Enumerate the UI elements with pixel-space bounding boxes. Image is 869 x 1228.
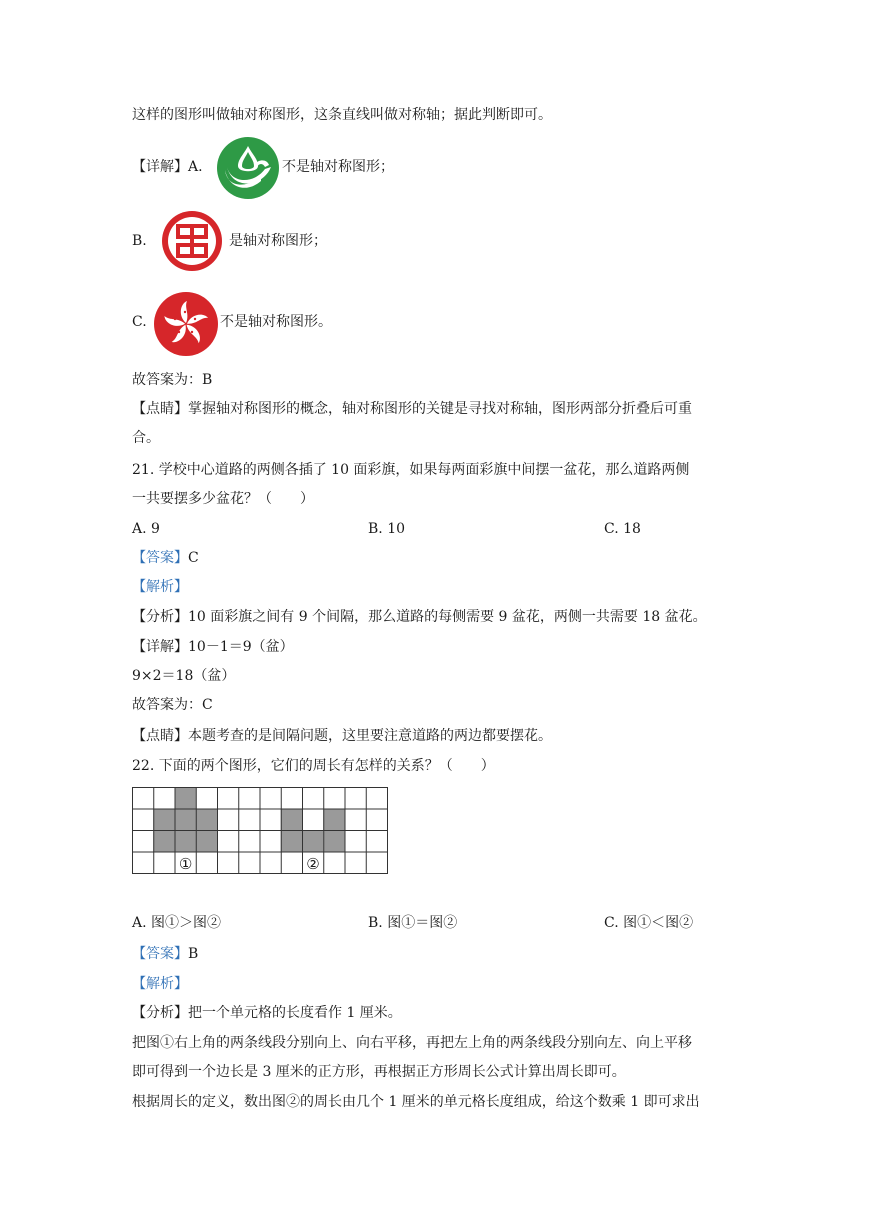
bank-emblem-logo-icon [161, 210, 223, 272]
q22-option-b: B. 图①＝图② [368, 915, 458, 931]
q21-stem-line1: 21. 学校中心道路的两侧各插了 10 面彩旗，如果每两面彩旗中间摆一盆花，那么道路两侧 [132, 462, 690, 478]
option-c-text: 不是轴对称图形。 [220, 314, 332, 330]
option-b-label: B. [132, 233, 147, 249]
q21-option-b: B. 10 [368, 521, 406, 537]
detail-a-text: 不是轴对称图形； [282, 159, 394, 175]
q22-jiexi-label: 【解析】 [132, 976, 188, 992]
q21-option-c: C. 18 [604, 521, 641, 537]
dianjing-line-cont: 合。 [132, 430, 160, 446]
q21-calc: 9×2＝18（盆） [132, 668, 236, 684]
figure-2-label: ② [306, 855, 320, 873]
q21-option-a: A. 9 [132, 521, 160, 537]
bauhinia-flower-logo-icon [154, 292, 218, 356]
q22-fenxi: 【分析】把一个单元格的长度看作 1 厘米。 [132, 1005, 402, 1021]
grid-lines [132, 787, 388, 874]
q22-para2: 即可得到一个边长是 3 厘米的正方形，再根据正方形周长公式计算出周长即可。 [132, 1064, 626, 1080]
text-line: 这样的图形叫做轴对称图形，这条直线叫做对称轴；据此判断即可。 [132, 107, 552, 123]
q21-fenxi: 【分析】10 面彩旗之间有 9 个间隔，那么道路的每侧需要 9 盆花，两侧一共需要 18 盆花。 [132, 609, 707, 625]
perimeter-grid-figure [132, 787, 390, 875]
q22-option-a: A. 图①＞图② [132, 915, 222, 931]
answer-label: 【答案】 [132, 946, 188, 962]
option-c-label: C. [132, 314, 147, 330]
answer-value: B [188, 946, 199, 962]
answer-label: 【答案】 [132, 550, 188, 566]
water-drop-logo-icon [217, 137, 279, 199]
q22-para1: 把图①右上角的两条线段分别向上、向右平移，再把左上角的两条线段分别向左、向上平移 [132, 1035, 692, 1051]
q21-jiexi-label: 【解析】 [132, 579, 188, 595]
q21-final-answer: 故答案为：C [132, 697, 213, 713]
q22-answer [132, 944, 198, 964]
option-b-text: 是轴对称图形； [229, 233, 327, 249]
figure-1-shape [153, 787, 217, 852]
detail-a-label: 【详解】A. [132, 159, 203, 175]
q22-para3: 根据周长的定义，数出图②的周长由几个 1 厘米的单元格长度组成，给这个数乘 1 即可求出 [132, 1094, 700, 1110]
q22-stem: 22. 下面的两个图形，它们的周长有怎样的关系？（ ） [132, 758, 495, 774]
q21-stem-line2: 一共要摆多少盆花？（ ） [132, 491, 314, 507]
dianjing-line: 【点睛】掌握轴对称图形的概念，轴对称图形的关键是寻找对称轴，图形两部分折叠后可重 [132, 401, 692, 417]
q22-option-c: C. 图①＜图② [604, 915, 694, 931]
q21-xiangjie: 【详解】10－1＝9（盆） [132, 639, 294, 655]
answer-line: 故答案为：B [132, 372, 213, 388]
figure-1-label: ① [178, 855, 193, 873]
q21-dianjing: 【点睛】本题考查的是间隔问题，这里要注意道路的两边都要摆花。 [132, 728, 552, 744]
q21-answer [132, 548, 199, 568]
answer-value: C [188, 550, 199, 566]
